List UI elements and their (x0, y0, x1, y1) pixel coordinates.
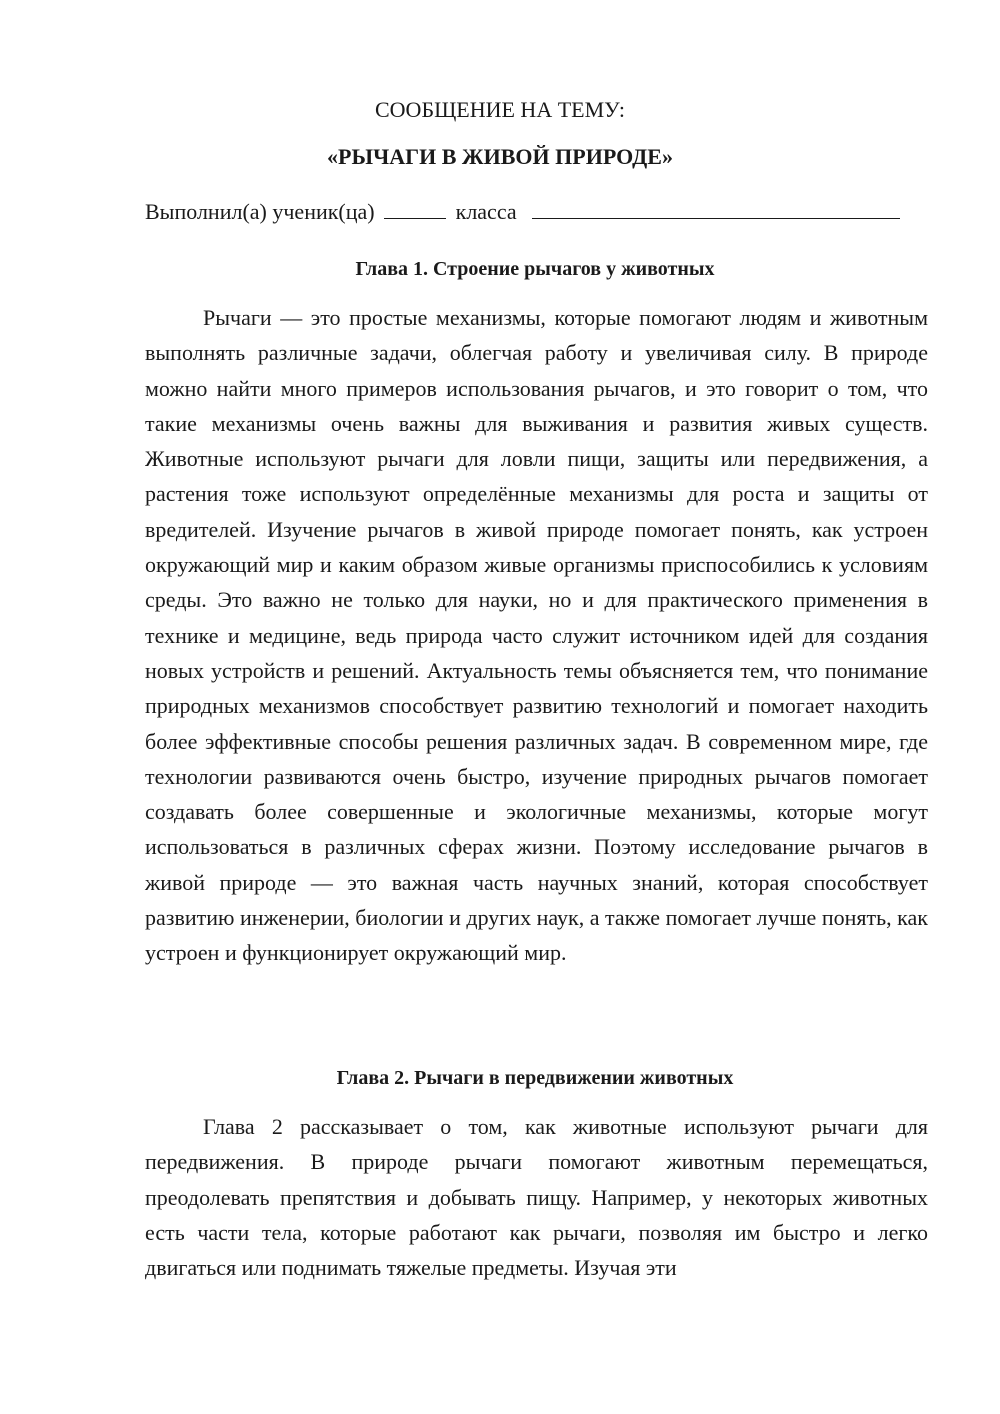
title-line-1: СООБЩЕНИЕ НА ТЕМУ: (375, 97, 625, 122)
chapter-1-paragraph: Рычаги — это простые механизмы, которые помогают людям и животным выполнять различные задачи, облегчая работу и увеличивая силу. В природе можно найти много примеров использования рычагов, и это говорит о том, что такие механизмы очень важны для выживания и развития живых существ. Животные используют рычаги для ловли пищи, защиты или передвижения, а растения тоже используют определённые механизмы для роста и защиты от вредителей. Изучение рычагов в живой природе помогает понять, как устроен окружающий мир и каким образом живые организмы приспособились к условиям среды. Это важно не только для науки, но и для практического применения в технике и медицине, ведь природа часто служит источником идей для создания новых устройств и решений. Актуальность темы объясняется тем, что понимание природных механизмов способствует развитию технологий и помогает находить более эффективные способы решения различных задач. В современном мире, где технологии развиваются очень быстро, изучение природных рычагов помогает создавать более совершенные и экологичные механизмы, которые могут использоваться в различных сферах жизни. Поэтому исследование рычагов в живой природе — это важная часть научных знаний, которая способствует развитию инженерии, биологии и других наук, а также помогает лучше понять, как устроен и функционирует окружающий мир. (145, 305, 928, 966)
author-label: Выполнил(а) ученик(ца) (145, 199, 375, 224)
byline (145, 197, 935, 227)
chapter-2-paragraph: Глава 2 рассказывает о том, как животные используют рычаги для передвижения. В природе рычаги помогают животным перемещаться, преодолевать препятствия и добывать пищу. Например, у некоторых животных есть части тела, которые работают как рычаги, позволяя им быстро и легко двигаться или поднимать тяжелые предметы. Изучая эти (145, 1114, 928, 1281)
title-line-2: «РЫЧАГИ В ЖИВОЙ ПРИРОДЕ» (327, 144, 673, 169)
class-number-blank[interactable] (384, 198, 446, 219)
chapter-2-heading: Глава 2. Рычаги в передвижении животных (336, 1067, 734, 1089)
class-label: класса (455, 199, 517, 224)
chapter-1-heading: Глава 1. Строение рычагов у животных (355, 258, 715, 280)
author-name-blank[interactable] (532, 198, 900, 219)
